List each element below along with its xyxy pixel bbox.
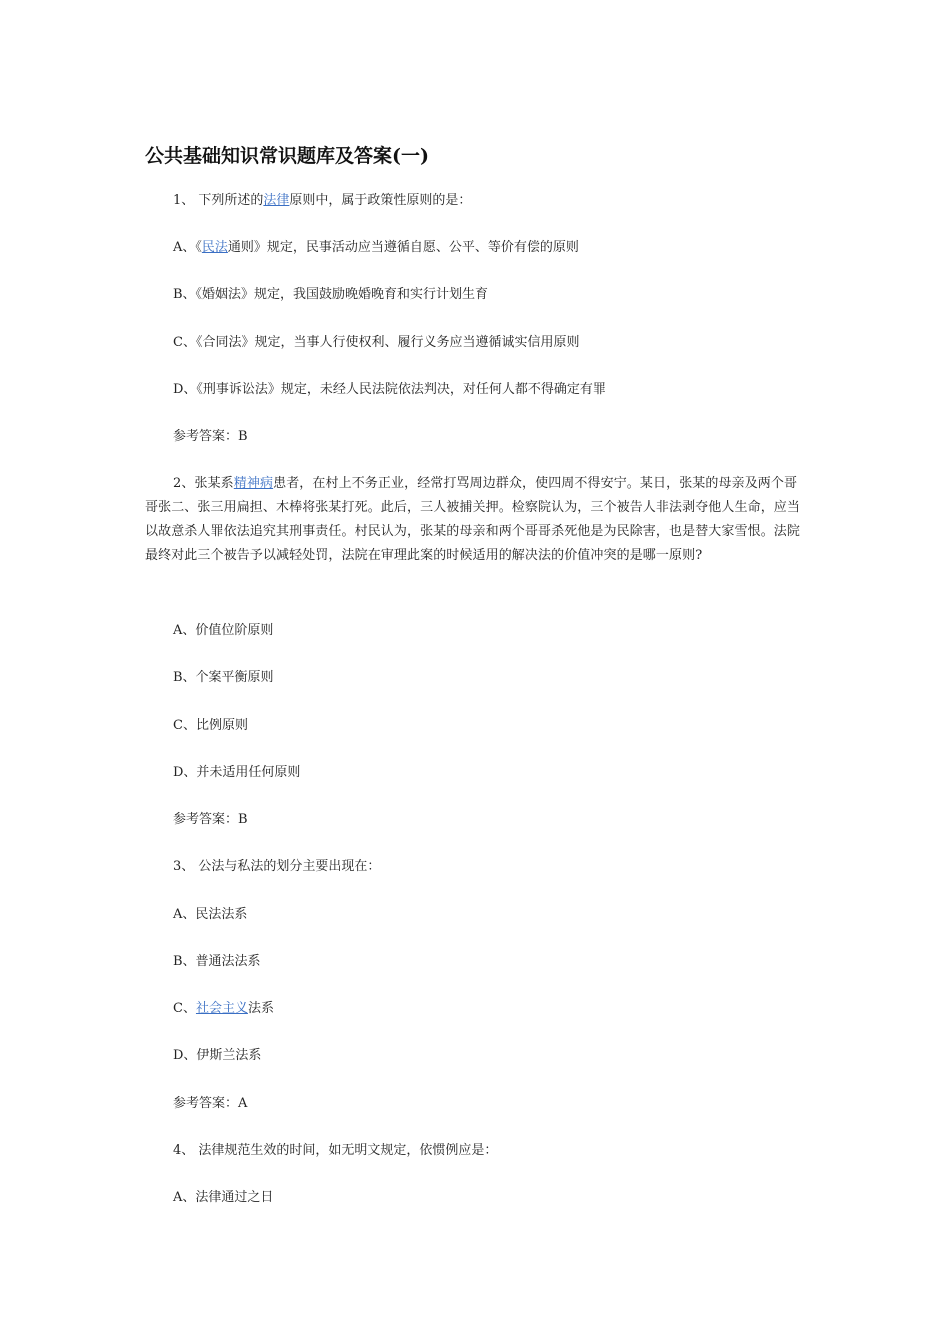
link-civil-law[interactable]: 民法 [201,240,228,255]
option-a-prefix: A、《 [173,240,202,255]
option-a-suffix: 通则》规定，民事活动应当遵循自愿、公平、等价有偿的原则 [227,240,579,255]
question-3-option-d: D、伊斯兰法系 [173,1048,262,1063]
link-socialism[interactable]: 社会主义 [195,1001,248,1016]
question-3: 3、 公法与私法的划分主要出现在： [173,859,381,874]
question-2-answer: 参考答案：B [173,812,248,827]
link-mental-illness[interactable]: 精神病 [233,476,274,491]
question-4: 4、 法律规范生效的时间，如无明文规定，依惯例应是： [173,1143,498,1158]
option-c-prefix: C、 [173,1001,196,1016]
question-1-prefix: 1、 下列所述的 [173,193,264,208]
question-1-option-d: D、《刑事诉讼法》规定，未经人民法院依法判决，对任何人都不得确定有罪 [173,382,606,397]
question-2-option-d: D、并未适用任何原则 [173,765,301,780]
question-3-answer: 参考答案：A [173,1096,248,1111]
question-1-answer: 参考答案：B [173,429,248,444]
question-1-option-b: B、《婚姻法》规定，我国鼓励晚婚晚育和实行计划生育 [173,287,489,302]
question-3-option-c [173,1000,274,1018]
question-2-option-a: A、价值位阶原则 [173,623,274,638]
question-1-option-a [173,239,579,257]
question-4-option-a: A、法律通过之日 [173,1190,274,1205]
question-1 [173,192,471,210]
question-2-option-b: B、个案平衡原则 [173,670,274,685]
page-title: 公共基础知识常识题库及答案(一) [145,145,429,167]
option-c-suffix: 法系 [247,1001,274,1016]
question-2-option-c: C、比例原则 [173,718,248,733]
question-2-prefix: 2、张某系 [173,476,234,491]
question-1-suffix: 原则中，属于政策性原则的是： [289,193,472,208]
question-2-suffix: 患者，在村上不务正业，经常打骂周边群众，使四周不得安宁。某日，张某的母亲及两个哥哥张二、张三用扁担、木棒将张某打死。此后，三人被捕关押。检察院认为，三个被告人非法剥夺他人生命，应当以故意杀人罪依法追究其刑事责任。村民认为，张某的母亲和两个哥哥杀死他是为民除害，也是替大家雪恨。法院最终对此三个被告予以减轻处罚，法院在审理此案的时候适用的解决法的价值冲突的是哪一原则? [145,476,801,563]
question-1-option-c: C、《合同法》规定，当事人行使权利、履行义务应当遵循诚实信用原则 [173,335,580,350]
link-law[interactable]: 法律 [263,193,290,208]
question-3-option-b: B、普通法法系 [173,954,261,969]
question-3-option-a: A、民法法系 [173,907,248,922]
question-2 [145,472,810,568]
